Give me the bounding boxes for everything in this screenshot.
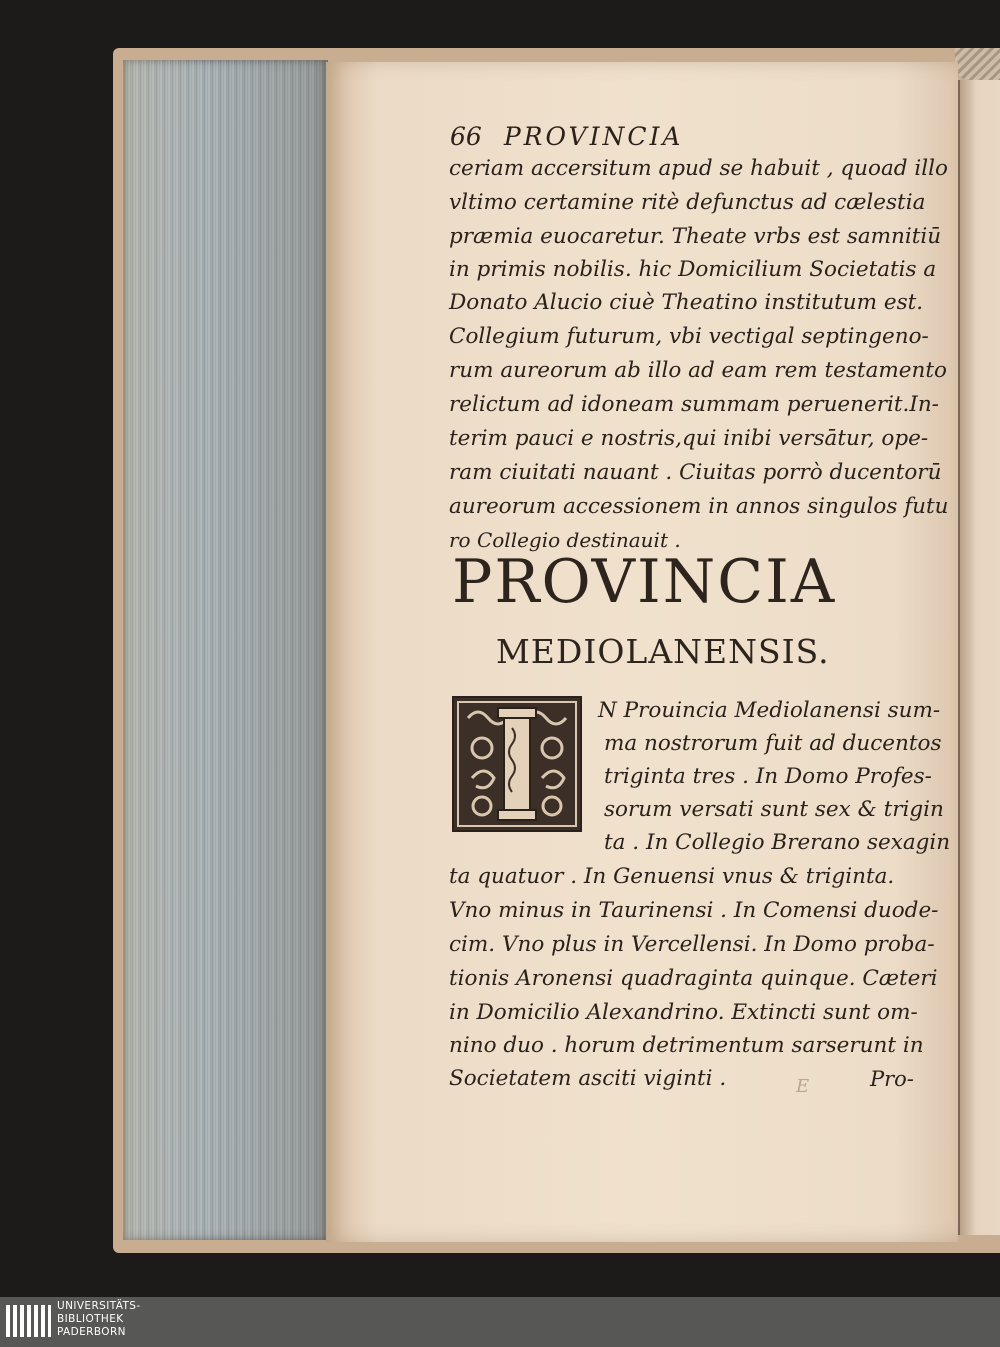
body-line: in primis nobilis. hic Domicilium Societatis a <box>449 257 937 282</box>
body-line: relictum ad idoneam summam peruenerit.In- <box>449 392 939 417</box>
library-name-line: BIBLIOTHEK <box>57 1313 124 1325</box>
body-line: triginta tres . In Domo Profes- <box>604 764 932 789</box>
running-head-title: PROVINCIA <box>503 122 684 151</box>
body-line: sorum versati sunt sex & trigin <box>604 797 944 822</box>
library-name-line: UNIVERSITÄTS- <box>57 1300 141 1312</box>
body-line: ceriam accersitum apud se habuit , quoad illo <box>449 156 948 181</box>
body-line: Societatem asciti viginti . <box>449 1066 727 1091</box>
section-subheading: MEDIOLANENSIS. <box>496 632 830 671</box>
body-line: tionis Aronensi quadraginta quinque. Cæteri <box>449 966 938 991</box>
running-head <box>450 122 683 151</box>
catchword: Pro- <box>870 1067 914 1091</box>
body-line: præmia euocaretur. Theate vrbs est samnitiū <box>449 224 942 249</box>
body-line: ram ciuitati nauant . Ciuitas porrò ducentorū <box>449 460 942 485</box>
body-line: Collegium futurum, vbi vectigal septingeno- <box>449 324 929 349</box>
body-line: N Prouincia Mediolanensi sum- <box>598 698 941 723</box>
body-line: vltimo certamine ritè defunctus ad cælestia <box>449 190 926 215</box>
body-line: cim. Vno plus in Vercellensi. In Domo proba- <box>449 932 935 957</box>
body-line: rum aureorum ab illo ad eam rem testamento <box>449 358 947 383</box>
body-line: Donato Alucio ciuè Theatino institutum est. <box>449 290 924 315</box>
body-line: in Domicilio Alexandrino. Extincti sunt om- <box>449 1000 918 1025</box>
body-line: aureorum accessionem in annos singulos futu <box>449 494 949 519</box>
body-line: nino duo . horum detrimentum sarserunt in <box>449 1033 924 1058</box>
library-name-line: PADERBORN <box>57 1326 126 1338</box>
library-name <box>57 1300 141 1339</box>
body-line: ta . In Collegio Brerano sexagin <box>604 830 951 855</box>
library-footer <box>0 1297 1000 1347</box>
section-heading: PROVINCIA <box>452 547 837 617</box>
library-logo-icon <box>6 1301 52 1341</box>
body-line: Vno minus in Taurinensi . In Comensi duode- <box>449 898 939 923</box>
page-number: 66 <box>450 122 482 151</box>
signature-mark: E <box>796 1076 810 1097</box>
page-edges <box>123 60 328 1240</box>
bookmark-ribbon <box>955 48 1000 80</box>
body-line: ta quatuor . In Genuensi vnus & triginta. <box>449 864 895 889</box>
body-line: ro Collegio destinauit . <box>449 528 681 552</box>
body-line: terim pauci e nostris,qui inibi versātur, ope- <box>449 426 929 451</box>
facing-page-edge <box>958 80 1000 1235</box>
body-line: ma nostrorum fuit ad ducentos <box>604 731 942 756</box>
decorated-initial-icon <box>452 696 582 832</box>
